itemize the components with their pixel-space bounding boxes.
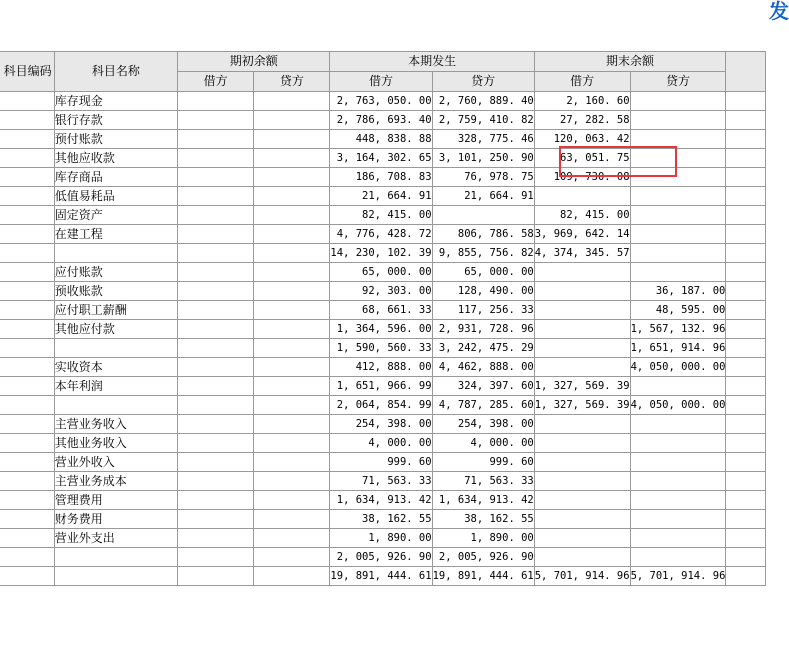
cell-closing-credit [630, 472, 726, 491]
cell-extra [726, 415, 766, 434]
cell-current-credit: 254, 398. 00 [432, 415, 534, 434]
table-row[interactable] [0, 339, 766, 358]
cell-closing-credit [630, 453, 726, 472]
cell-current-debit: 4, 000. 00 [330, 434, 432, 453]
cell-account-code [0, 149, 54, 168]
cell-current-debit: 19, 891, 444. 61 [330, 567, 432, 586]
cell-opening-debit [178, 491, 254, 510]
cell-account-name: 财务费用 [54, 510, 177, 529]
cell-opening-credit [254, 415, 330, 434]
cell-closing-debit: 5, 701, 914. 96 [534, 567, 630, 586]
cell-current-credit: 128, 490. 00 [432, 282, 534, 301]
cell-current-credit: 19, 891, 444. 61 [432, 567, 534, 586]
cell-opening-debit [178, 415, 254, 434]
cell-closing-credit [630, 130, 726, 149]
table-row[interactable] [0, 548, 766, 567]
cell-closing-debit: 4, 374, 345. 57 [534, 244, 630, 263]
cell-opening-credit [254, 377, 330, 396]
cell-account-code [0, 358, 54, 377]
cell-closing-credit [630, 149, 726, 168]
table-row[interactable] [0, 92, 766, 111]
cell-current-debit: 68, 661. 33 [330, 301, 432, 320]
table-row[interactable] [0, 206, 766, 225]
cell-opening-debit [178, 472, 254, 491]
cell-account-code [0, 225, 54, 244]
cell-closing-credit [630, 206, 726, 225]
table-row[interactable] [0, 472, 766, 491]
table-row[interactable] [0, 244, 766, 263]
cell-current-credit: 38, 162. 55 [432, 510, 534, 529]
cell-current-credit: 71, 563. 33 [432, 472, 534, 491]
cell-opening-debit [178, 187, 254, 206]
cell-current-credit: 117, 256. 33 [432, 301, 534, 320]
cell-current-debit: 2, 763, 050. 00 [330, 92, 432, 111]
cell-extra [726, 92, 766, 111]
cell-account-name [54, 567, 177, 586]
cell-extra [726, 472, 766, 491]
cell-opening-credit [254, 510, 330, 529]
cell-current-credit: 1, 890. 00 [432, 529, 534, 548]
cell-current-debit: 2, 786, 693. 40 [330, 111, 432, 130]
cell-opening-credit [254, 434, 330, 453]
cell-closing-debit [534, 548, 630, 567]
table-row[interactable] [0, 320, 766, 339]
top-right-link[interactable]: 发 [769, 0, 789, 23]
cell-closing-credit: 1, 651, 914. 96 [630, 339, 726, 358]
cell-opening-credit [254, 396, 330, 415]
table-row[interactable] [0, 415, 766, 434]
table-row[interactable] [0, 130, 766, 149]
table-row[interactable] [0, 282, 766, 301]
cell-closing-debit [534, 320, 630, 339]
cell-opening-debit [178, 92, 254, 111]
cell-opening-credit [254, 187, 330, 206]
cell-account-code [0, 510, 54, 529]
cell-opening-debit [178, 320, 254, 339]
cell-current-credit: 2, 931, 728. 96 [432, 320, 534, 339]
cell-opening-debit [178, 168, 254, 187]
cell-current-debit: 38, 162. 55 [330, 510, 432, 529]
cell-closing-debit [534, 358, 630, 377]
cell-closing-credit: 1, 567, 132. 96 [630, 320, 726, 339]
cell-closing-credit: 4, 050, 000. 00 [630, 396, 726, 415]
cell-account-code [0, 491, 54, 510]
table-row[interactable] [0, 358, 766, 377]
cell-opening-debit [178, 529, 254, 548]
cell-account-name: 预收账款 [54, 282, 177, 301]
table-row[interactable] [0, 149, 766, 168]
cell-current-credit: 806, 786. 58 [432, 225, 534, 244]
cell-current-credit: 328, 775. 46 [432, 130, 534, 149]
cell-opening-debit [178, 130, 254, 149]
cell-opening-credit [254, 358, 330, 377]
cell-account-code [0, 111, 54, 130]
cell-account-code [0, 396, 54, 415]
cell-opening-debit [178, 149, 254, 168]
cell-extra [726, 244, 766, 263]
cell-account-code [0, 377, 54, 396]
cell-account-code [0, 168, 54, 187]
cell-opening-credit [254, 263, 330, 282]
header-closing-balance: 期末余额 [534, 52, 726, 72]
cell-account-code [0, 529, 54, 548]
cell-account-name [54, 396, 177, 415]
cell-account-name: 营业外收入 [54, 453, 177, 472]
cell-extra [726, 320, 766, 339]
table-row[interactable] [0, 510, 766, 529]
cell-current-credit: 2, 005, 926. 90 [432, 548, 534, 567]
cell-account-name [54, 339, 177, 358]
header-opening-balance: 期初余额 [178, 52, 330, 72]
cell-current-credit: 999. 60 [432, 453, 534, 472]
cell-extra [726, 491, 766, 510]
cell-current-debit: 4, 776, 428. 72 [330, 225, 432, 244]
cell-account-code [0, 434, 54, 453]
cell-extra [726, 225, 766, 244]
table-header [0, 52, 766, 92]
header-current-debit: 借方 [330, 72, 432, 92]
cell-closing-debit [534, 510, 630, 529]
cell-current-debit: 186, 708. 83 [330, 168, 432, 187]
cell-closing-credit: 36, 187. 00 [630, 282, 726, 301]
cell-account-name: 主营业务成本 [54, 472, 177, 491]
cell-closing-credit: 48, 595. 00 [630, 301, 726, 320]
cell-closing-debit: 109, 730. 08 [534, 168, 630, 187]
cell-current-debit: 65, 000. 00 [330, 263, 432, 282]
cell-opening-credit [254, 491, 330, 510]
cell-extra [726, 548, 766, 567]
cell-closing-debit: 82, 415. 00 [534, 206, 630, 225]
cell-current-debit: 999. 60 [330, 453, 432, 472]
cell-current-debit: 1, 364, 596. 00 [330, 320, 432, 339]
cell-closing-debit [534, 301, 630, 320]
cell-current-credit: 4, 462, 888. 00 [432, 358, 534, 377]
cell-opening-credit [254, 244, 330, 263]
cell-opening-credit [254, 453, 330, 472]
cell-closing-debit: 27, 282. 58 [534, 111, 630, 130]
cell-account-code [0, 263, 54, 282]
cell-account-code [0, 92, 54, 111]
cell-current-debit: 1, 651, 966. 99 [330, 377, 432, 396]
cell-opening-debit [178, 244, 254, 263]
cell-closing-debit [534, 282, 630, 301]
cell-closing-credit [630, 244, 726, 263]
cell-current-debit: 92, 303. 00 [330, 282, 432, 301]
header-extra [726, 52, 766, 92]
cell-current-debit: 14, 230, 102. 39 [330, 244, 432, 263]
header-current-period: 本期发生 [330, 52, 534, 72]
cell-closing-credit [630, 548, 726, 567]
cell-account-name: 其他应付款 [54, 320, 177, 339]
cell-current-credit [432, 206, 534, 225]
cell-extra [726, 282, 766, 301]
cell-closing-debit: 2, 160. 60 [534, 92, 630, 111]
cell-opening-credit [254, 567, 330, 586]
cell-extra [726, 396, 766, 415]
cell-current-debit: 412, 888. 00 [330, 358, 432, 377]
cell-account-name: 主营业务收入 [54, 415, 177, 434]
cell-current-credit: 9, 855, 756. 82 [432, 244, 534, 263]
cell-current-debit: 1, 590, 560. 33 [330, 339, 432, 358]
cell-account-name: 实收资本 [54, 358, 177, 377]
cell-account-code [0, 187, 54, 206]
cell-opening-credit [254, 548, 330, 567]
table-row[interactable] [0, 491, 766, 510]
cell-account-name: 其他应收款 [54, 149, 177, 168]
cell-current-debit: 448, 838. 88 [330, 130, 432, 149]
header-account-name [54, 52, 177, 92]
cell-closing-credit [630, 225, 726, 244]
cell-account-code [0, 320, 54, 339]
cell-closing-credit [630, 434, 726, 453]
cell-current-debit: 71, 563. 33 [330, 472, 432, 491]
cell-account-name: 应付职工薪酬 [54, 301, 177, 320]
header-opening-credit: 贷方 [254, 72, 330, 92]
cell-current-credit: 65, 000. 00 [432, 263, 534, 282]
cell-current-debit: 2, 064, 854. 99 [330, 396, 432, 415]
cell-account-code [0, 244, 54, 263]
cell-current-credit: 2, 760, 889. 40 [432, 92, 534, 111]
table-row[interactable] [0, 111, 766, 130]
cell-closing-debit: 3, 969, 642. 14 [534, 225, 630, 244]
table-row[interactable] [0, 187, 766, 206]
table-row[interactable] [0, 529, 766, 548]
cell-account-name: 库存现金 [54, 92, 177, 111]
cell-current-debit: 1, 634, 913. 42 [330, 491, 432, 510]
cell-opening-debit [178, 567, 254, 586]
cell-closing-debit [534, 453, 630, 472]
cell-opening-debit [178, 339, 254, 358]
cell-closing-debit [534, 339, 630, 358]
cell-extra [726, 434, 766, 453]
cell-extra [726, 168, 766, 187]
cell-closing-credit [630, 111, 726, 130]
cell-extra [726, 111, 766, 130]
cell-account-name [54, 548, 177, 567]
table-row[interactable] [0, 453, 766, 472]
cell-closing-credit [630, 529, 726, 548]
cell-account-code [0, 282, 54, 301]
cell-closing-debit: 1, 327, 569. 39 [534, 377, 630, 396]
cell-current-credit: 76, 978. 75 [432, 168, 534, 187]
cell-extra [726, 358, 766, 377]
cell-current-debit: 2, 005, 926. 90 [330, 548, 432, 567]
cell-account-name: 低值易耗品 [54, 187, 177, 206]
cell-current-credit: 3, 101, 250. 90 [432, 149, 534, 168]
cell-closing-credit [630, 510, 726, 529]
cell-current-debit: 82, 415. 00 [330, 206, 432, 225]
cell-current-credit: 2, 759, 410. 82 [432, 111, 534, 130]
cell-closing-debit [534, 187, 630, 206]
cell-account-name: 本年利润 [54, 377, 177, 396]
cell-current-debit: 1, 890. 00 [330, 529, 432, 548]
table-row[interactable] [0, 301, 766, 320]
cell-extra [726, 130, 766, 149]
cell-extra [726, 529, 766, 548]
table-row[interactable] [0, 567, 766, 586]
header-current-credit: 贷方 [432, 72, 534, 92]
cell-account-code [0, 339, 54, 358]
cell-closing-debit [534, 529, 630, 548]
cell-account-code [0, 453, 54, 472]
cell-opening-debit [178, 377, 254, 396]
cell-current-credit: 3, 242, 475. 29 [432, 339, 534, 358]
cell-account-name: 固定资产 [54, 206, 177, 225]
cell-current-credit: 1, 634, 913. 42 [432, 491, 534, 510]
cell-opening-debit [178, 548, 254, 567]
cell-extra [726, 453, 766, 472]
cell-account-name: 其他业务收入 [54, 434, 177, 453]
cell-current-debit: 3, 164, 302. 65 [330, 149, 432, 168]
cell-extra [726, 263, 766, 282]
cell-opening-credit [254, 130, 330, 149]
table-body [0, 92, 766, 586]
cell-opening-debit [178, 282, 254, 301]
cell-closing-debit [534, 263, 630, 282]
cell-account-name: 应付账款 [54, 263, 177, 282]
cell-opening-debit [178, 206, 254, 225]
cell-account-code [0, 301, 54, 320]
cell-extra [726, 206, 766, 225]
cell-account-name: 在建工程 [54, 225, 177, 244]
cell-closing-debit [534, 491, 630, 510]
cell-opening-credit [254, 92, 330, 111]
cell-opening-credit [254, 529, 330, 548]
cell-opening-credit [254, 206, 330, 225]
table-row[interactable] [0, 377, 766, 396]
cell-current-debit: 254, 398. 00 [330, 415, 432, 434]
cell-account-name: 预付账款 [54, 130, 177, 149]
cell-account-code [0, 415, 54, 434]
cell-account-code [0, 567, 54, 586]
header-account-code-label: 科目编码 [3, 64, 52, 78]
cell-extra [726, 510, 766, 529]
cell-current-credit: 4, 000. 00 [432, 434, 534, 453]
cell-extra [726, 377, 766, 396]
cell-account-code [0, 548, 54, 567]
cell-closing-debit [534, 415, 630, 434]
cell-opening-credit [254, 339, 330, 358]
cell-account-code [0, 206, 54, 225]
cell-opening-debit [178, 358, 254, 377]
cell-opening-credit [254, 282, 330, 301]
cell-current-credit: 21, 664. 91 [432, 187, 534, 206]
cell-closing-credit [630, 415, 726, 434]
cell-extra [726, 339, 766, 358]
cell-closing-debit: 1, 327, 569. 39 [534, 396, 630, 415]
cell-account-code [0, 130, 54, 149]
table-row[interactable] [0, 225, 766, 244]
table-row[interactable] [0, 263, 766, 282]
cell-closing-credit [630, 187, 726, 206]
cell-opening-credit [254, 111, 330, 130]
cell-account-name [54, 244, 177, 263]
cell-opening-credit [254, 472, 330, 491]
cell-opening-credit [254, 301, 330, 320]
cell-closing-credit [630, 377, 726, 396]
cell-opening-debit [178, 111, 254, 130]
cell-extra [726, 149, 766, 168]
cell-closing-debit [534, 472, 630, 491]
cell-opening-credit [254, 149, 330, 168]
header-closing-debit: 借方 [534, 72, 630, 92]
cell-opening-debit [178, 301, 254, 320]
cell-extra [726, 187, 766, 206]
header-opening-debit: 借方 [178, 72, 254, 92]
cell-current-credit: 4, 787, 285. 60 [432, 396, 534, 415]
cell-extra [726, 567, 766, 586]
cell-closing-credit: 4, 050, 000. 00 [630, 358, 726, 377]
cell-opening-debit [178, 510, 254, 529]
cell-opening-debit [178, 434, 254, 453]
header-account-code [0, 52, 54, 92]
cell-closing-debit: 63, 051. 75 [534, 149, 630, 168]
cell-closing-credit [630, 491, 726, 510]
cell-current-credit: 324, 397. 60 [432, 377, 534, 396]
cell-closing-credit: 5, 701, 914. 96 [630, 567, 726, 586]
cell-opening-debit [178, 263, 254, 282]
cell-closing-credit [630, 168, 726, 187]
header-account-name-label: 科目名称 [91, 64, 140, 78]
cell-closing-credit [630, 92, 726, 111]
cell-closing-debit [534, 434, 630, 453]
cell-opening-credit [254, 225, 330, 244]
cell-account-name: 银行存款 [54, 111, 177, 130]
cell-account-name: 营业外支出 [54, 529, 177, 548]
cell-opening-credit [254, 168, 330, 187]
cell-account-code [0, 472, 54, 491]
cell-opening-credit [254, 320, 330, 339]
cell-opening-debit [178, 225, 254, 244]
cell-opening-debit [178, 396, 254, 415]
cell-account-name: 库存商品 [54, 168, 177, 187]
cell-current-debit: 21, 664. 91 [330, 187, 432, 206]
cell-extra [726, 301, 766, 320]
cell-opening-debit [178, 453, 254, 472]
table-row[interactable] [0, 168, 766, 187]
header-closing-credit: 贷方 [630, 72, 726, 92]
table-row[interactable] [0, 434, 766, 453]
table-row[interactable] [0, 396, 766, 415]
cell-account-name: 管理费用 [54, 491, 177, 510]
cell-closing-debit: 120, 063. 42 [534, 130, 630, 149]
trial-balance-table [0, 51, 766, 586]
cell-closing-credit [630, 263, 726, 282]
